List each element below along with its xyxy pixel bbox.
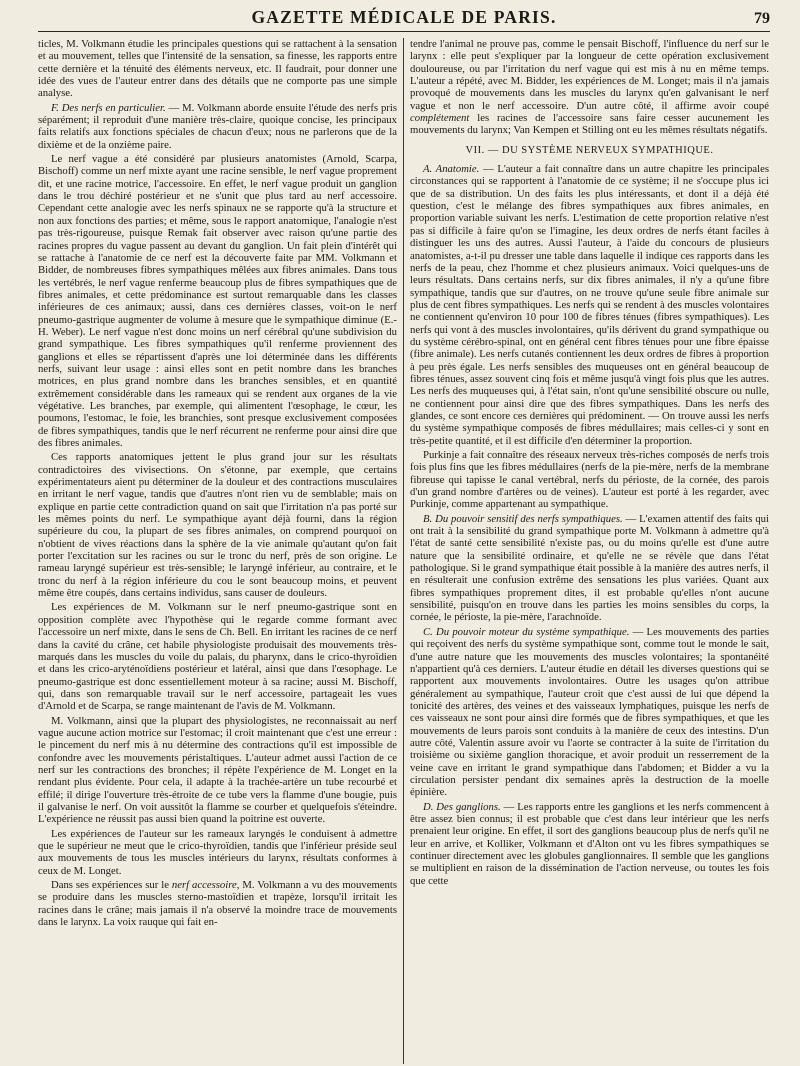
paragraph: Les expériences de l'auteur sur les rameaux laryngés le conduisent à admettre que le supérieur ne meut que le crico-thyroïdien, tandis que l'inférieur préside seul aux mouvements de tous les muscles intérieurs du larynx, résultats conformes à ceux de M. Longet.	[38, 827, 397, 877]
paragraph: Purkinje a fait connaître des réseaux nerveux très-riches composés de nerfs trois fois plus fins que les fibres médullaires (nerfs de la pie-mère, nerfs de la membrane fibreuse qui tapisse le canal vertébral, nerfs du périoste, de la cornée, des parois d'un grand nombre d'artères ou de veines). L'auteur est porté à les regarder, avec Purkinje, comme appartenant au sympathique.	[410, 449, 769, 511]
paragraph	[38, 879, 397, 928]
page-header	[38, 0, 770, 32]
paragraph	[38, 102, 397, 151]
page-number: 79	[754, 10, 770, 27]
paragraph-text: les racines de l'accessoire sans faire cesser aucunement les mouvements du larynx; Van Kempen et Stilling ont eu les mêmes résultats négatifs.	[410, 112, 769, 137]
right-column	[410, 38, 769, 1064]
paragraph: Le nerf vague a été considéré par plusieurs anatomistes (Arnold, Scarpa, Bischoff) comme un nerf mixte ayant une racine sensible, le nerf vague proprement dit, et une racine motrice, l'accessoire. En effet, le nerf vague produit un ganglion dans le trou déchiré postérieur et ne s'unit que plus tard au nerf accessoire. Cependant cette analogie avec les nerfs spinaux ne se rapporte qu'à la structure et non aux fonctions des parties; et même, sous le rapport anatomique, l'analogie n'est pas très-rigoureuse, puisque Remak fait observer avec raison qu'une partie des racines propres du vague passent au devant du ganglion. Un fait plein d'intérêt qui se rattache à l'anatomie de ce nerf est la découverte faite par MM. Volkmann et Bidder, de nombreuses fibres sympathiques mêlées aux fibres animales. Dans tous les vertébrés, le nerf vague renferme beaucoup plus de fibres sympathiques que de fibres animales, et cette prédominance est surtout remarquable dans les classes inférieures de ces animaux; aussi, dans ces dernières classes, voit-on le nerf pneumo-gastrique augmenter de volume à mesure que le sympathique diminue (E.-H. Weber). Le nerf vague n'est donc moins un nerf cérébral qu'une subdivision du grand sympathique. Les fibres sympathiques qu'il renferme proviennent des ganglions et elles se répartissent d'après une loi déterminée dans les différents nerfs, suivant leur usage : ainsi elles sont en petit nombre dans les branches motrices, en plus grand nombre dans les branches sensibles, et en quantité extrêmement considérable dans les rameaux qui se rendent aux organes de la vie végétative. Les branches, par exemple, qui alimentent l'œsophage, le cœur, les poumons, l'estomac, le foie, les branchies, sont presque exclusivement composées de fibres sympathiques, tandis que le nerf récurrent ne renferme pour ainsi dire que des fibres animales.	[38, 153, 397, 449]
section-heading: VII. — DU SYSTÈME NERVEUX SYMPATHIQUE.	[465, 144, 714, 156]
paragraph: M. Volkmann, ainsi que la plupart des physiologistes, ne reconnaissait au nerf vague aucune action motrice sur l'estomac; il croit maintenant que c'est une erreur : le pincement du nerf mis à nu détermine des contractions qu'il est impossible de confondre avec les mouvements péristaltiques. L'auteur admet aussi l'action de ce nerf sur les contractions des bronches; il répète l'expérience de M. Longet en la rendant plus évidente. Pour cela, il adapte à la trachée-artère un tube recourbé et effilé; il dirige l'ouverture très-étroite de ce tube vers la flamme d'une bougie, puis il galvanise le nerf. On voit aussitôt la flamme se courber et quelquefois s'éteindre. L'expérience ne réussit pas aussi bien quand la poitrine est ouverte.	[38, 714, 397, 826]
paragraph: ticles, M. Volkmann étudie les principales questions qui se rattachent à la sensation et au mouvement, telles que l'intensité de la sensation, sa finesse, les rapports entre cette dernière et la ténuité des éléments nerveux, etc. Il faudrait, pour donner une idée des vues de l'auteur entrer dans des détails que ne comporte pas une simple analyse.	[38, 38, 397, 100]
emphasis-text: nerf accessoire	[171, 879, 237, 892]
paragraph: Les expériences de M. Volkmann sur le nerf pneumo-gastrique sont en opposition complète avec l'hypothèse qui le regarde comme formant avec l'accessoire un nerf mixte, dans le sens de Ch. Bell. En irritant les racines de ce nerf dans la cavité du crâne, cet habile physiologiste produisait des mouvements très-marqués dans les muscles du voile du palais, du pharynx, dans le crico-thyroïdien et dans les crico-aryténoïdiens postérieur et latéral, ainsi que dans l'œsophage. Le pneumo-gastrique est donc essentiellement moteur à sa racine; aussi M. Bischoff, qui, dans son remarquable travail sur le nerf accessoire, partageait les vues d'Arnold et de Scarpa, se range maintenant de l'avis de M. Volkmann.	[38, 601, 397, 713]
paragraph-text: — M. Volkmann aborde ensuite l'étude des nerfs pris séparément; il reproduit d'une manière très-claire, quoique concise, les principaux faits relatifs aux fonctions spéciales de chacun d'eux; nous ne parlerons que de la dixième et de la onzième paire.	[38, 101, 397, 151]
paragraph	[410, 513, 769, 624]
subsection-heading: B. Du pouvoir sensitif des nerfs sympathiques.	[423, 512, 623, 525]
paragraph-text: — L'examen attentif des faits qui ont trait à la sensibilité du grand sympathique porte M. Volkmann à admettre qu'à l'état de santé cette sensibilité n'existe pas, ou du moins qu'elle est d'une autre nature que la sensibilité ordinaire, et qu'elle ne se révèle que dans l'état pathologique. Si le grand sympathique était possible à la manière des autres nerfs, il en résulterait une confusion extrême des sensations les plus variées. Quant aux fibres sympathiques proprement dites, il est probable qu'elles n'ont aucune sensibilité, puisqu'on en trouve dans les parties les moins sensibles du corps, la cornée, le périoste, la pie-mère, l'arachnoïde.	[410, 512, 769, 624]
publication-title: GAZETTE MÉDICALE DE PARIS.	[251, 7, 557, 27]
paragraph-text: — Les mouvements des parties qui reçoivent des nerfs du système sympathique sont, comme tout le monde le sait, d'une autre nature que les mouvements des muscles volontaires; la spontanéité n'appartient qu'à ces derniers. L'auteur étudie en détail les diverses questions qui se rapportent aux mouvements involontaires. Outre les usages qu'on attribue généralement au sympathique, l'auteur croit que c'est aussi de lui que dépend la tonicité des artères, des veines et des vaisseaux lymphatiques, puisque les nerfs de ces vaisseaux ne sont pour ainsi dire formés que de fibres sympathiques, et que les mouvements de leurs parois sont conduits à la manière de ceux des intestins. D'un autre côté, Valentin assure avoir vu l'aorte se contracter à la suite de l'irritation du troisième ou sixième ganglion thoracique, et avoir produit un resserrement de la veine cave en irritant le grand sympathique dans l'abdomen; et Bidder a vu la circulation persister pendant dix semaines après la destruction de la moelle épinière.	[410, 625, 769, 799]
left-column	[38, 38, 397, 1064]
column-divider	[403, 38, 404, 1064]
paragraph	[410, 801, 769, 887]
paragraph-text: Dans ses expériences sur le	[51, 879, 172, 892]
paragraph-text: — L'auteur a fait connaître dans un autre chapitre les principales circonstances qui se rapportent à l'anatomie de ce système; il ne s'occupe plus ici que de sa distribution. Un des faits les plus intéressants, et dont il a déjà été question, c'est le mélange des fibres sympathiques aux fibres animales, en proportion variable suivant les nerfs. L'estimation de cette proportion relative n'est pas si difficile à faire qu'on se l'imagine, les deux ordres de nerfs étant faciles à distinguer les uns des autres. Aussi l'auteur, à l'aide du concours de plusieurs anatomistes, a-t-il pu dresser une table dans laquelle il indique ces rapports dans les nerfs de la peau, chez l'homme et chez plusieurs animaux. Voici quelques-uns de leurs résultats. Dans certains nerfs, sur dix fibres animales, il n'y a qu'une fibre sympathique, tandis que sur d'autres, on ne trouve qu'une seule fibre animale sur plus de cent fibres sympathiques. Les nerfs qui se rendent à des muscles volontaires ne contiennent qu'environ 10 pour 100 de fibres ténues (fibres sympathiques). Les nerfs qui vont à des muscles involontaires, qu'ils dérivent du grand sympathique ou du système cérébro-spinal, ont en général cent fibres ténues pour une fibre épaisse (fibre animale). Les nerfs cutanés contiennent les deux ordres de fibres à proportion à peu près égale. Les nerfs sensibles des muqueuses ont en général beaucoup de fibres ténues, assez souvent cinq fois et même jusqu'à vingt fois plus que les autres. Les nerfs des muqueuses qui, à l'état sain, n'ont qu'une sensibilité obscure ou nulle, ne contiennent pour ainsi dire que des fibres sympathiques. Dans les nerfs des glandes, ce sont encore ces dernières qui prédominent. — On trouve aussi les nerfs du système sympathique composés de fibres médullaires; mais celles-ci y sont en très-petite quantité, et il est difficile d'en déterminer la proportion.	[410, 163, 769, 447]
paragraph-text: tendre l'animal ne prouve pas, comme le pensait Bischoff, l'influence du nerf sur le larynx : elle peut s'expliquer par la longueur de cette opération exclusivement douloureuse, ou par l'irritation du nerf vague qui est mis à nu en même temps. L'auteur a répété, avec M. Bidder, les expériences de M. Longet; mais il n'a jamais provoqué de mouvements dans les muscles du larynx qu'en galvanisant le nerf vague et non le nerf accessoire. D'un autre côté, il affirme avoir coupé	[410, 38, 769, 112]
text-columns	[38, 38, 770, 1064]
emphasis-text: complétement	[410, 112, 470, 125]
paragraph-text: — Les rapports entre les ganglions et les nerfs commencent à être assez bien connus; il est probable que c'est dans leur intérieur que les nerfs prenaient leur origine. En effet, il sort des ganglions beaucoup plus de nerfs qu'il ne leur en arrive, et Kolliker, Volkmann et d'Alton ont vu les fibres sympathiques se continuer directement avec les globules ganglionnaires. Il semble que les ganglions se multiplient en raison de la dissémination de l'action nerveuse, ou toutes les fois que cette	[410, 800, 769, 887]
paragraph	[410, 38, 769, 137]
subsection-heading: F. Des nerfs en particulier.	[51, 101, 166, 114]
subsection-heading: A. Anatomie.	[423, 163, 480, 176]
subsection-heading: C. Du pouvoir moteur du système sympathique.	[423, 625, 630, 638]
paragraph	[410, 163, 769, 447]
paragraph	[410, 626, 769, 799]
paragraph: Ces rapports anatomiques jettent le plus grand jour sur les résultats contradictoires des vivisections. On s'étonne, par exemple, que certains expérimentateurs aient pu déterminer de la douleur et des contractions musculaires en irritant le nerf vague, tandis que d'autres n'ont rien vu de semblable; mais on explique en partie cette contradiction quand on sait que l'irritation n'a pas porté sur les mêmes points du nerf. Le sympathique ayant déjà fourni, dans la région supérieure du cou, la plupart de ses fibres animales, on comprend pourquoi on n'obtient de vives réactions dans la sphère de la vie animale qu'autant qu'on fait porter l'excitation sur les racines ou sur le tronc du nerf, près de son origine. Le rameau laryngé supérieur est très-sensible; le laryngé inférieur, au contraire, et le tronc du nerf à la région inférieure du cou le sont beaucoup moins, et peuvent même être coupés, dans certains individus, sans causer de douleurs.	[38, 451, 397, 600]
paragraph-text: , M. Volkmann a vu des mouvements se produire dans les muscles sterno-mastoïdien et trapèze, lorsqu'il irritait les racines dans le crâne; mais jamais il n'a observé la moindre trace de mouvements dans le larynx. La voix rauque qui fait en-	[38, 879, 397, 929]
subsection-heading: D. Des ganglions.	[423, 800, 501, 813]
